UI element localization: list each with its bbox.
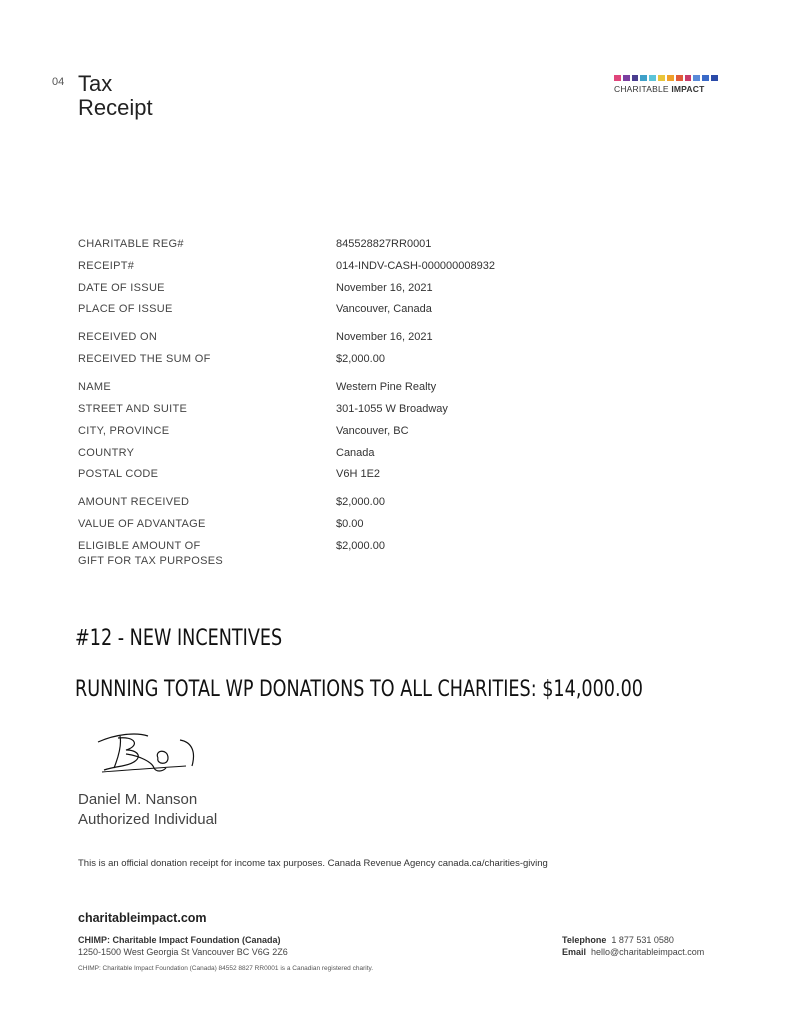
receipt-value: 301-1055 W Broadway (336, 402, 448, 415)
receipt-group (78, 237, 638, 317)
logo-color-segment (693, 75, 700, 81)
receipt-label (78, 352, 336, 367)
receipt-label (78, 424, 336, 439)
receipt-label-text: RECEIPT# (78, 259, 135, 272)
receipt-label-text: AMOUNT RECEIVED (78, 496, 190, 509)
receipt-label (78, 402, 336, 417)
page-title (78, 72, 153, 120)
logo-color-segment (711, 75, 718, 81)
receipt-value: Vancouver, Canada (336, 303, 432, 316)
receipt-label (78, 467, 336, 482)
handwritten-note-line-2: RUNNING TOTAL WP DONATIONS TO ALL CHARITIES: $14,000.00 (75, 677, 643, 702)
receipt-row (78, 446, 638, 461)
receipt-label (78, 259, 336, 274)
logo-color-segment (623, 75, 630, 81)
receipt-label (78, 330, 336, 345)
signer-role: Authorized Individual (78, 811, 218, 828)
receipt-value: $0.00 (336, 518, 364, 531)
signer-name: Daniel M. Nanson (78, 791, 198, 808)
receipt-row (78, 302, 638, 317)
receipt-label (78, 446, 336, 461)
receipt-label-text: RECEIVED ON (78, 331, 158, 344)
receipt-label (78, 495, 336, 510)
receipt-row (78, 259, 638, 274)
contact-info (562, 934, 704, 958)
charitable-impact-logo (614, 75, 718, 94)
receipt-row (78, 330, 638, 345)
logo-color-segment (676, 75, 683, 81)
receipt-label-text: CITY, PROVINCE (78, 424, 170, 437)
receipt-label-text: ELIGIBLE AMOUNT OF (78, 539, 201, 552)
receipt-label (78, 517, 336, 532)
receipt-label-text: CHARITABLE REG# (78, 238, 184, 250)
receipt-label (78, 380, 336, 395)
logo-text-regular: CHARITABLE (614, 84, 672, 94)
email-address[interactable]: hello@charitableimpact.com (591, 947, 705, 957)
logo-color-segment (614, 75, 621, 81)
receipt-label (78, 539, 336, 569)
telephone-label: Telephone (562, 935, 607, 945)
receipt-value: Canada (336, 446, 375, 459)
receipt-row (78, 281, 638, 296)
receipt-row (78, 517, 638, 532)
receipt-row (78, 539, 638, 569)
fine-print: CHIMP: Charitable Impact Foundation (Canada) 84552 8827 RR0001 is a Canadian registered charity. (78, 965, 374, 972)
receipt-label-text: RECEIVED THE SUM OF (78, 353, 211, 366)
logo-text (614, 84, 718, 94)
receipt-row (78, 495, 638, 510)
receipt-value: November 16, 2021 (336, 331, 433, 344)
logo-color-segment (649, 75, 656, 81)
receipt-value: V6H 1E2 (336, 468, 381, 481)
signer-block (78, 790, 217, 830)
organization-info (78, 934, 288, 958)
website-link[interactable]: charitableimpact.com (78, 911, 207, 925)
receipt-value: Western Pine Realty (336, 381, 437, 394)
receipt-group (78, 330, 638, 367)
receipt-label-text: NAME (78, 381, 111, 394)
receipt-value: $2,000.00 (336, 539, 385, 552)
receipt-row (78, 352, 638, 367)
official-receipt-notice: This is an official donation receipt for income tax purposes. Canada Revenue Agency canada.ca/charities-giving (78, 858, 548, 869)
logo-color-segment (685, 75, 692, 81)
logo-color-segment (640, 75, 647, 81)
receipt-label-text: COUNTRY (78, 446, 135, 459)
receipt-label (78, 281, 336, 296)
title-line-1: Tax (78, 71, 113, 96)
logo-color-segment (632, 75, 639, 81)
logo-text-bold: IMPACT (671, 84, 705, 94)
receipt-row (78, 380, 638, 395)
receipt-row (78, 424, 638, 439)
receipt-value: November 16, 2021 (336, 281, 433, 294)
receipt-label-text: VALUE OF ADVANTAGE (78, 518, 206, 531)
receipt-value: 014-INDV-CASH-000000008932 (336, 259, 495, 272)
receipt-label-text: POSTAL CODE (78, 468, 159, 481)
receipt-value: 845528827RR0001 (336, 238, 432, 250)
title-line-2: Receipt (78, 95, 153, 120)
handwritten-note-line-1: #12 - NEW INCENTIVES (75, 626, 283, 651)
receipt-group (78, 380, 638, 482)
receipt-details (78, 237, 638, 582)
receipt-label-text-line-2: GIFT FOR TAX PURPOSES (78, 554, 224, 567)
organization-address: 1250-1500 West Georgia St Vancouver BC V6G 2Z6 (78, 947, 288, 957)
receipt-label-text: PLACE OF ISSUE (78, 303, 173, 316)
logo-color-segment (667, 75, 674, 81)
logo-color-bar (614, 75, 718, 81)
logo-color-segment (658, 75, 665, 81)
receipt-row (78, 237, 638, 252)
receipt-label (78, 302, 336, 317)
receipt-row (78, 402, 638, 417)
receipt-label (78, 237, 336, 252)
receipt-value: $2,000.00 (336, 496, 385, 509)
receipt-label-text: DATE OF ISSUE (78, 281, 165, 294)
telephone-number[interactable]: 1 877 531 0580 (611, 935, 674, 945)
logo-color-segment (702, 75, 709, 81)
receipt-value: Vancouver, BC (336, 424, 409, 437)
receipt-label-text: STREET AND SUITE (78, 402, 188, 415)
receipt-group (78, 495, 638, 569)
page-number: 04 (52, 76, 65, 88)
receipt-row (78, 467, 638, 482)
organization-name: CHIMP: Charitable Impact Foundation (Canada) (78, 935, 281, 945)
signature (96, 728, 206, 776)
receipt-value: $2,000.00 (336, 353, 385, 366)
email-label: Email (562, 947, 587, 957)
